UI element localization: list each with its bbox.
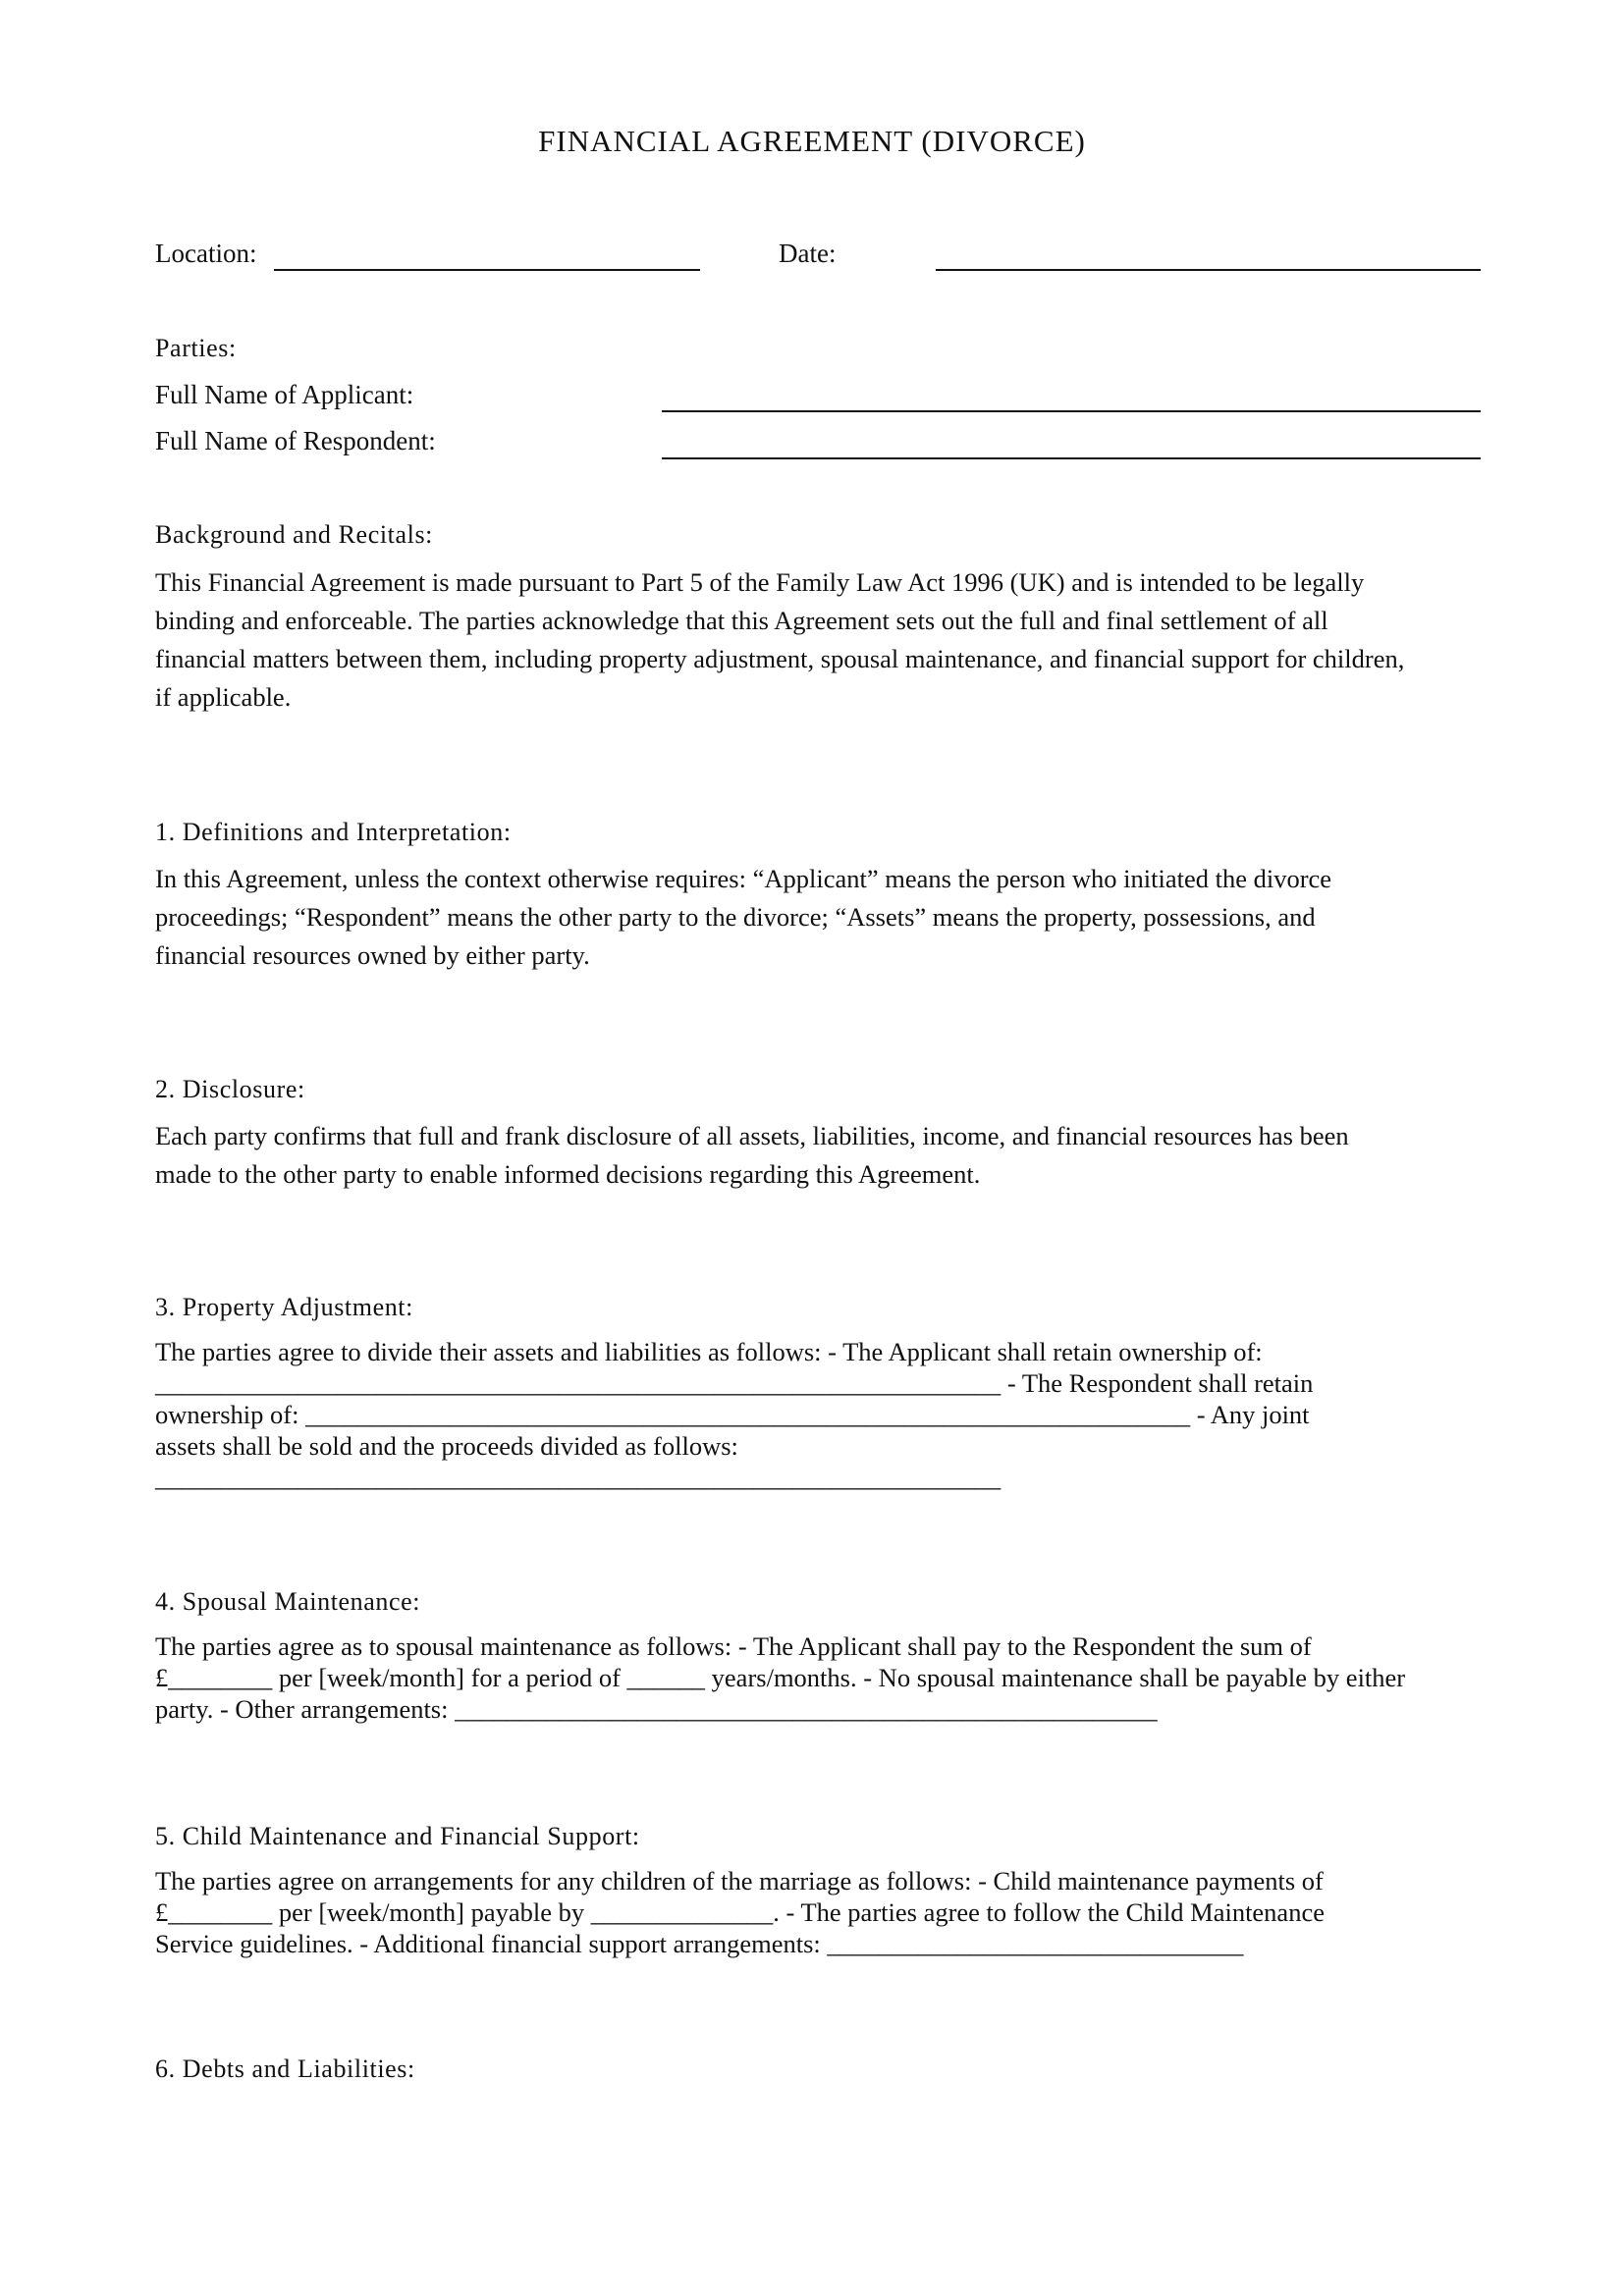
applicant-name-field[interactable] xyxy=(662,410,1481,412)
section-5-paragraph xyxy=(155,1865,1481,1959)
section-1-paragraph xyxy=(155,860,1481,975)
paragraph-line: In this Agreement, unless the context otherwise requires: “Applicant” means the person who initiated the divorce xyxy=(155,864,1332,893)
document-title: FINANCIAL AGREEMENT (DIVORCE) xyxy=(538,124,1086,158)
location-label: Location: xyxy=(155,239,257,268)
paragraph-line: made to the other party to enable informed decisions regarding this Agreement. xyxy=(155,1159,981,1189)
section-6-heading: 6. Debts and Liabilities: xyxy=(155,2055,415,2083)
section-2-heading: 2. Disclosure: xyxy=(155,1075,305,1103)
paragraph-line: Service guidelines. - Additional financial support arrangements: ________________________________ xyxy=(155,1929,1244,1958)
respondent-name-field[interactable] xyxy=(662,457,1481,459)
respondent-label: Full Name of Respondent: xyxy=(155,426,436,455)
paragraph-line: £________ per [week/month] for a period of ______ years/months. - No spousal maintenance shall be payable by either xyxy=(155,1663,1406,1692)
paragraph-line: financial matters between them, including property adjustment, spousal maintenance, and financial support for children, xyxy=(155,644,1405,673)
date-label: Date: xyxy=(779,239,837,268)
parties-heading: Parties: xyxy=(155,334,237,362)
paragraph-line: ownership of: ____________________________________________________________________ - Any joint xyxy=(155,1400,1310,1429)
paragraph-line: Each party confirms that full and frank disclosure of all assets, liabilities, income, and financial resources has been xyxy=(155,1121,1349,1150)
section-3-paragraph xyxy=(155,1336,1481,1493)
paragraph-line: binding and enforceable. The parties acknowledge that this Agreement sets out the full and final settlement of all xyxy=(155,606,1328,635)
paragraph-line: This Financial Agreement is made pursuant to Part 5 of the Family Law Act 1996 (UK) and is intended to be legally xyxy=(155,567,1365,597)
paragraph-line: _________________________________________________________________ - The Respondent shall retain xyxy=(155,1368,1314,1398)
paragraph-line: proceedings; “Respondent” means the other party to the divorce; “Assets” means the property, possessions, and xyxy=(155,902,1316,932)
section-4-paragraph xyxy=(155,1630,1481,1725)
paragraph-line: if applicable. xyxy=(155,682,292,712)
section-2-paragraph xyxy=(155,1117,1481,1194)
paragraph-line: party. - Other arrangements: ______________________________________________________ xyxy=(155,1694,1158,1724)
section-4-heading: 4. Spousal Maintenance: xyxy=(155,1587,421,1616)
paragraph-line: The parties agree on arrangements for any children of the marriage as follows: - Child maintenance payments of xyxy=(155,1866,1324,1896)
paragraph-line: £________ per [week/month] payable by ______________. - The parties agree to follow the Child Maintenance xyxy=(155,1897,1325,1927)
paragraph-line: The parties agree as to spousal maintenance as follows: - The Applicant shall pay to the Respondent the sum of xyxy=(155,1631,1312,1661)
applicant-label: Full Name of Applicant: xyxy=(155,380,414,409)
section-5-heading: 5. Child Maintenance and Financial Support: xyxy=(155,1822,640,1850)
location-field[interactable] xyxy=(274,269,700,271)
paragraph-line: assets shall be sold and the proceeds divided as follows: xyxy=(155,1431,738,1461)
paragraph-line: financial resources owned by either party. xyxy=(155,940,590,970)
section-3-heading: 3. Property Adjustment: xyxy=(155,1293,413,1321)
background-paragraph xyxy=(155,563,1481,717)
paragraph-line: _________________________________________________________________ xyxy=(155,1463,1001,1492)
date-field[interactable] xyxy=(936,269,1481,271)
background-heading: Background and Recitals: xyxy=(155,520,433,549)
section-1-heading: 1. Definitions and Interpretation: xyxy=(155,818,512,846)
paragraph-line: The parties agree to divide their assets and liabilities as follows: - The Applicant shall retain ownership of: xyxy=(155,1337,1263,1366)
